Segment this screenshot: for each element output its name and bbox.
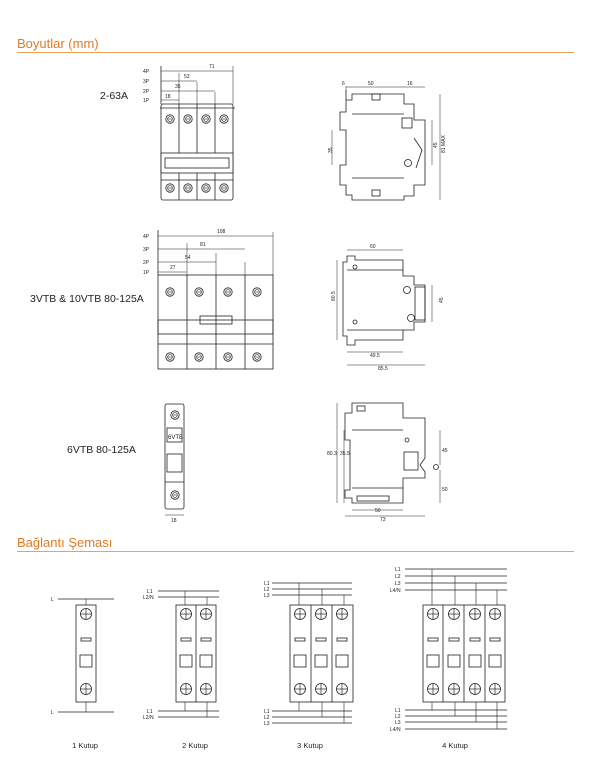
width-b-2p: 54 xyxy=(185,255,191,261)
side-c-bottom-inner: 50 xyxy=(375,508,381,514)
side-c-left-outer: 80.3 xyxy=(327,451,337,457)
pole-label-b-3p: 3P xyxy=(143,247,150,253)
side-view-2-63a xyxy=(332,86,440,200)
width-a-1p: 18 xyxy=(165,94,171,100)
wire-4-top-l1: L1 xyxy=(395,567,401,573)
front-view-3vtb-10vtb xyxy=(158,230,273,369)
side-b-top: 60 xyxy=(370,244,376,250)
wire-3-top-l2: L2 xyxy=(264,587,270,593)
row-label-6vtb: 6VTB 80-125A xyxy=(67,444,136,456)
side-b-right: 45 xyxy=(439,297,445,303)
wire-4-bottom-l4n: L4/N xyxy=(390,727,401,733)
wire-3-bottom-l2: L2 xyxy=(264,715,270,721)
caption-4-kutup: 4 Kutup xyxy=(442,741,468,750)
wire-3-bottom-l3: L3 xyxy=(264,721,270,727)
side-c-right-bottom: 50 xyxy=(442,487,448,493)
wire-1-top-l: L xyxy=(51,597,54,603)
side-view-3vtb-10vtb xyxy=(337,250,432,365)
wiring-4-pole xyxy=(405,569,507,729)
wire-4-bottom-l3: L3 xyxy=(395,720,401,726)
row-label-2-63a: 2-63A xyxy=(100,90,129,102)
side-b-bottom-outer: 85.5 xyxy=(378,366,388,372)
pole-label-b-1p: 1P xyxy=(143,270,150,276)
caption-3-kutup: 3 Kutup xyxy=(297,741,323,750)
wire-4-bottom-l2: L2 xyxy=(395,714,401,720)
wire-2-bottom-l2n: L2/N xyxy=(143,715,154,721)
caption-1-kutup: 1 Kutup xyxy=(72,741,98,750)
wire-4-bottom-l1: L1 xyxy=(395,708,401,714)
wire-4-top-l3: L3 xyxy=(395,581,401,587)
wire-3-bottom-l1: L1 xyxy=(264,709,270,715)
side-a-top-right: 16 xyxy=(407,81,413,87)
wire-2-top-l2n: L2/N xyxy=(143,595,154,601)
width-b-3p: 81 xyxy=(200,242,206,248)
side-a-left: 35 xyxy=(328,147,334,153)
side-c-bottom-outer: 73 xyxy=(380,517,386,523)
wire-2-bottom-l1: L1 xyxy=(147,709,153,715)
wire-1-bottom-l: L xyxy=(51,710,54,716)
front-view-2-63a xyxy=(160,66,235,200)
width-a-4p: 71 xyxy=(209,64,215,70)
device-label-6vtb: 6VTB xyxy=(168,435,184,441)
pole-label-b-2p: 2P xyxy=(143,260,150,266)
wire-3-top-l1: L1 xyxy=(264,581,270,587)
caption-2-kutup: 2 Kutup xyxy=(182,741,208,750)
width-a-3p: 53 xyxy=(184,74,190,80)
wire-4-top-l4n: L4/N xyxy=(390,588,401,594)
width-c: 18 xyxy=(171,518,177,524)
side-a-right: 45 xyxy=(433,142,439,148)
side-b-bottom-inner: 49.5 xyxy=(370,353,380,359)
side-b-left: 80.5 xyxy=(331,291,337,301)
wire-4-top-l2: L2 xyxy=(395,574,401,580)
wiring-section-title: Bağlantı Şeması xyxy=(17,535,113,550)
dimensions-section-title: Boyutlar (mm) xyxy=(17,36,99,51)
side-c-right-top: 45 xyxy=(442,448,448,454)
width-b-1p: 27 xyxy=(170,265,176,271)
side-view-6vtb xyxy=(337,403,440,516)
side-a-top-left: 6 xyxy=(342,81,345,87)
side-c-left-inner: 35.5 xyxy=(340,451,350,457)
pole-label-b-4p: 4P xyxy=(143,234,150,240)
side-a-far-right: 81 MAX xyxy=(441,135,447,153)
pole-label-a-3p: 3P xyxy=(143,79,150,85)
pole-label-a-1p: 1P xyxy=(143,98,150,104)
wire-3-top-l3: L3 xyxy=(264,593,270,599)
side-a-top-mid: 50 xyxy=(368,81,374,87)
wiring-3-pole xyxy=(272,583,353,723)
wire-2-top-l1: L1 xyxy=(147,589,153,595)
width-b-4p: 108 xyxy=(217,229,226,235)
row-label-3vtb-10vtb: 3VTB & 10VTB 80-125A xyxy=(30,293,144,305)
width-a-2p: 35 xyxy=(175,84,181,90)
pole-label-a-4p: 4P xyxy=(143,69,150,75)
pole-label-a-2p: 2P xyxy=(143,89,150,95)
